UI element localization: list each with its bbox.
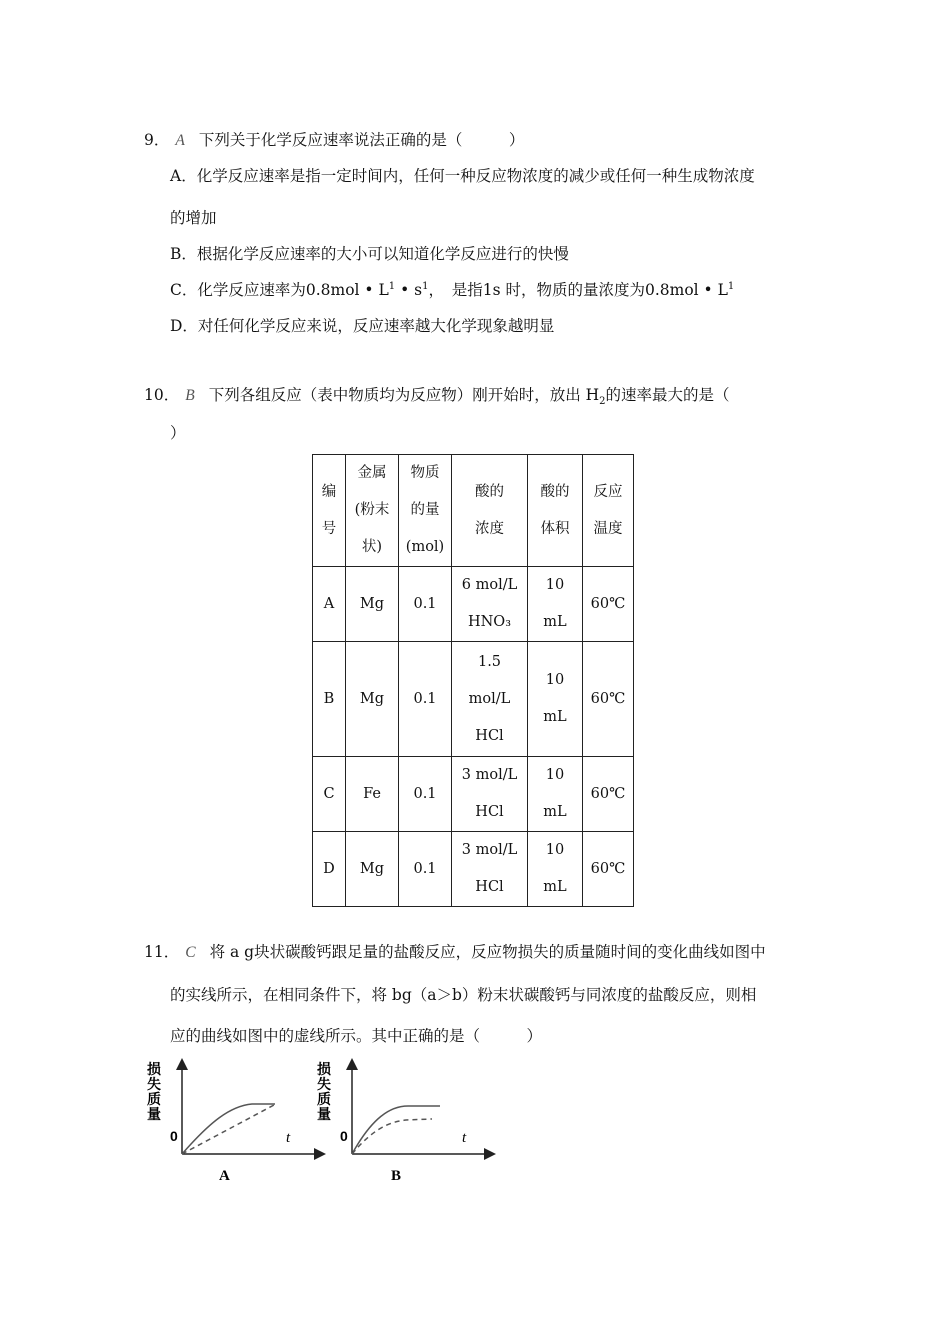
table-row (313, 642, 634, 757)
x-label: t (286, 1130, 291, 1146)
q10-number: 10． (144, 386, 180, 404)
q9-stem: 下列关于化学反应速率说法正确的是（ ） (198, 131, 525, 149)
q9-option-b: B．根据化学反应速率的大小可以知道化学反应进行的快慢 (170, 245, 569, 263)
q10-data-table (312, 454, 634, 907)
row-a-volume: 10 mL (528, 567, 583, 642)
row-b-id: B (313, 642, 346, 757)
header-amount: 物质 的量 (mol) (399, 455, 452, 567)
q9-option-d: D．对任何化学反应来说，反应速率越大化学现象越明显 (170, 317, 555, 335)
q9-option-a-line1: A．化学反应速率是指一定时间内，任何一种反应物浓度的减少或任何一种生成物浓度 (170, 167, 755, 185)
origin-label: 0 (340, 1128, 348, 1144)
y-label-2: 失 (317, 1076, 331, 1092)
row-c-temp: 60℃ (583, 757, 634, 832)
row-d-metal: Mg (346, 832, 399, 907)
header-volume: 酸的 体积 (528, 455, 583, 567)
q9-option-c-part2: • s (395, 281, 423, 299)
y-label-2: 失 (147, 1076, 161, 1092)
y-label-1: 损 (317, 1061, 331, 1077)
graph-b-label: B (391, 1168, 402, 1184)
graph-a-label: A (219, 1168, 230, 1184)
row-c-conc: 3 mol/L HCl (452, 757, 528, 832)
q11-number: 11． (144, 943, 180, 961)
graph-a (140, 1058, 330, 1188)
header-metal: 金属 (粉末 状) (346, 455, 399, 567)
q10-stem-sub: 2 (599, 396, 606, 408)
solid-curve (182, 1104, 275, 1154)
q9-option-c-sup1: 1 (388, 280, 396, 292)
row-d-amount: 0.1 (399, 832, 452, 907)
table-row (313, 567, 634, 642)
q9-option-c-sup3: 1 (727, 280, 735, 292)
graph-b (310, 1058, 500, 1188)
table-row (313, 757, 634, 832)
dashed-curve (352, 1119, 432, 1154)
row-c-id: C (313, 757, 346, 832)
header-conc: 酸的 浓度 (452, 455, 528, 567)
row-b-conc: 1.5 mol/L HCl (452, 642, 528, 757)
y-label-3: 质 (147, 1091, 161, 1107)
header-id: 编 号 (313, 455, 346, 567)
row-d-temp: 60℃ (583, 832, 634, 907)
header-temp: 反应 温度 (583, 455, 634, 567)
q9-option-c-sup2: 1 (422, 280, 429, 292)
q9-number: 9． (144, 131, 170, 149)
q9-option-a-line2: 的增加 (170, 209, 217, 227)
q9-option-c-part1: C．化学反应速率为0.8mol • L (170, 281, 389, 299)
q9-answer: A (175, 132, 185, 149)
row-a-metal: Mg (346, 567, 399, 642)
row-a-id: A (313, 567, 346, 642)
q9-option-c-part3: ， 是指1s 时，物质的量浓度为0.8mol • L (428, 281, 728, 299)
y-label-3: 质 (317, 1091, 331, 1107)
row-a-temp: 60℃ (583, 567, 634, 642)
q11-stem-line1 (144, 940, 766, 962)
y-label-1: 损 (147, 1061, 161, 1077)
row-c-amount: 0.1 (399, 757, 452, 832)
x-label: t (462, 1130, 467, 1146)
q10-stem-part1: 下列各组反应（表中物质均为反应物）刚开始时，放出 H (208, 386, 600, 404)
row-b-amount: 0.1 (399, 642, 452, 757)
row-c-metal: Fe (346, 757, 399, 832)
row-d-conc: 3 mol/L HCl (452, 832, 528, 907)
row-b-metal: Mg (346, 642, 399, 757)
q10-stem-close: ） (170, 424, 186, 442)
row-d-volume: 10 mL (528, 832, 583, 907)
row-c-volume: 10 mL (528, 757, 583, 832)
y-label-4: 量 (147, 1106, 161, 1122)
q9-stem-line (144, 128, 524, 150)
q11-stem-line2: 的实线所示，在相同条件下，将 bg（a＞b）粉末状碳酸钙与同浓度的盐酸反应，则相 (170, 986, 757, 1004)
q10-stem-line (144, 383, 730, 407)
q11-stem-part1: 将 a g块状碳酸钙跟足量的盐酸反应，反应物损失的质量随时间的变化曲线如图中 (209, 943, 766, 961)
row-b-temp: 60℃ (583, 642, 634, 757)
q11-answer: C (185, 944, 196, 961)
table-row (313, 832, 634, 907)
solid-curve (352, 1106, 440, 1154)
table-header-row (313, 455, 634, 567)
y-label-4: 量 (317, 1106, 331, 1122)
row-a-amount: 0.1 (399, 567, 452, 642)
q9-option-c (170, 278, 734, 300)
q10-answer: B (185, 387, 195, 404)
origin-label: 0 (170, 1128, 178, 1144)
row-a-conc: 6 mol/L HNO₃ (452, 567, 528, 642)
row-d-id: D (313, 832, 346, 907)
q11-stem-line3: 应的曲线如图中的虚线所示。其中正确的是（ ） (170, 1027, 543, 1045)
q10-stem-part2: 的速率最大的是（ (605, 386, 730, 404)
row-b-volume: 10 mL (528, 642, 583, 757)
